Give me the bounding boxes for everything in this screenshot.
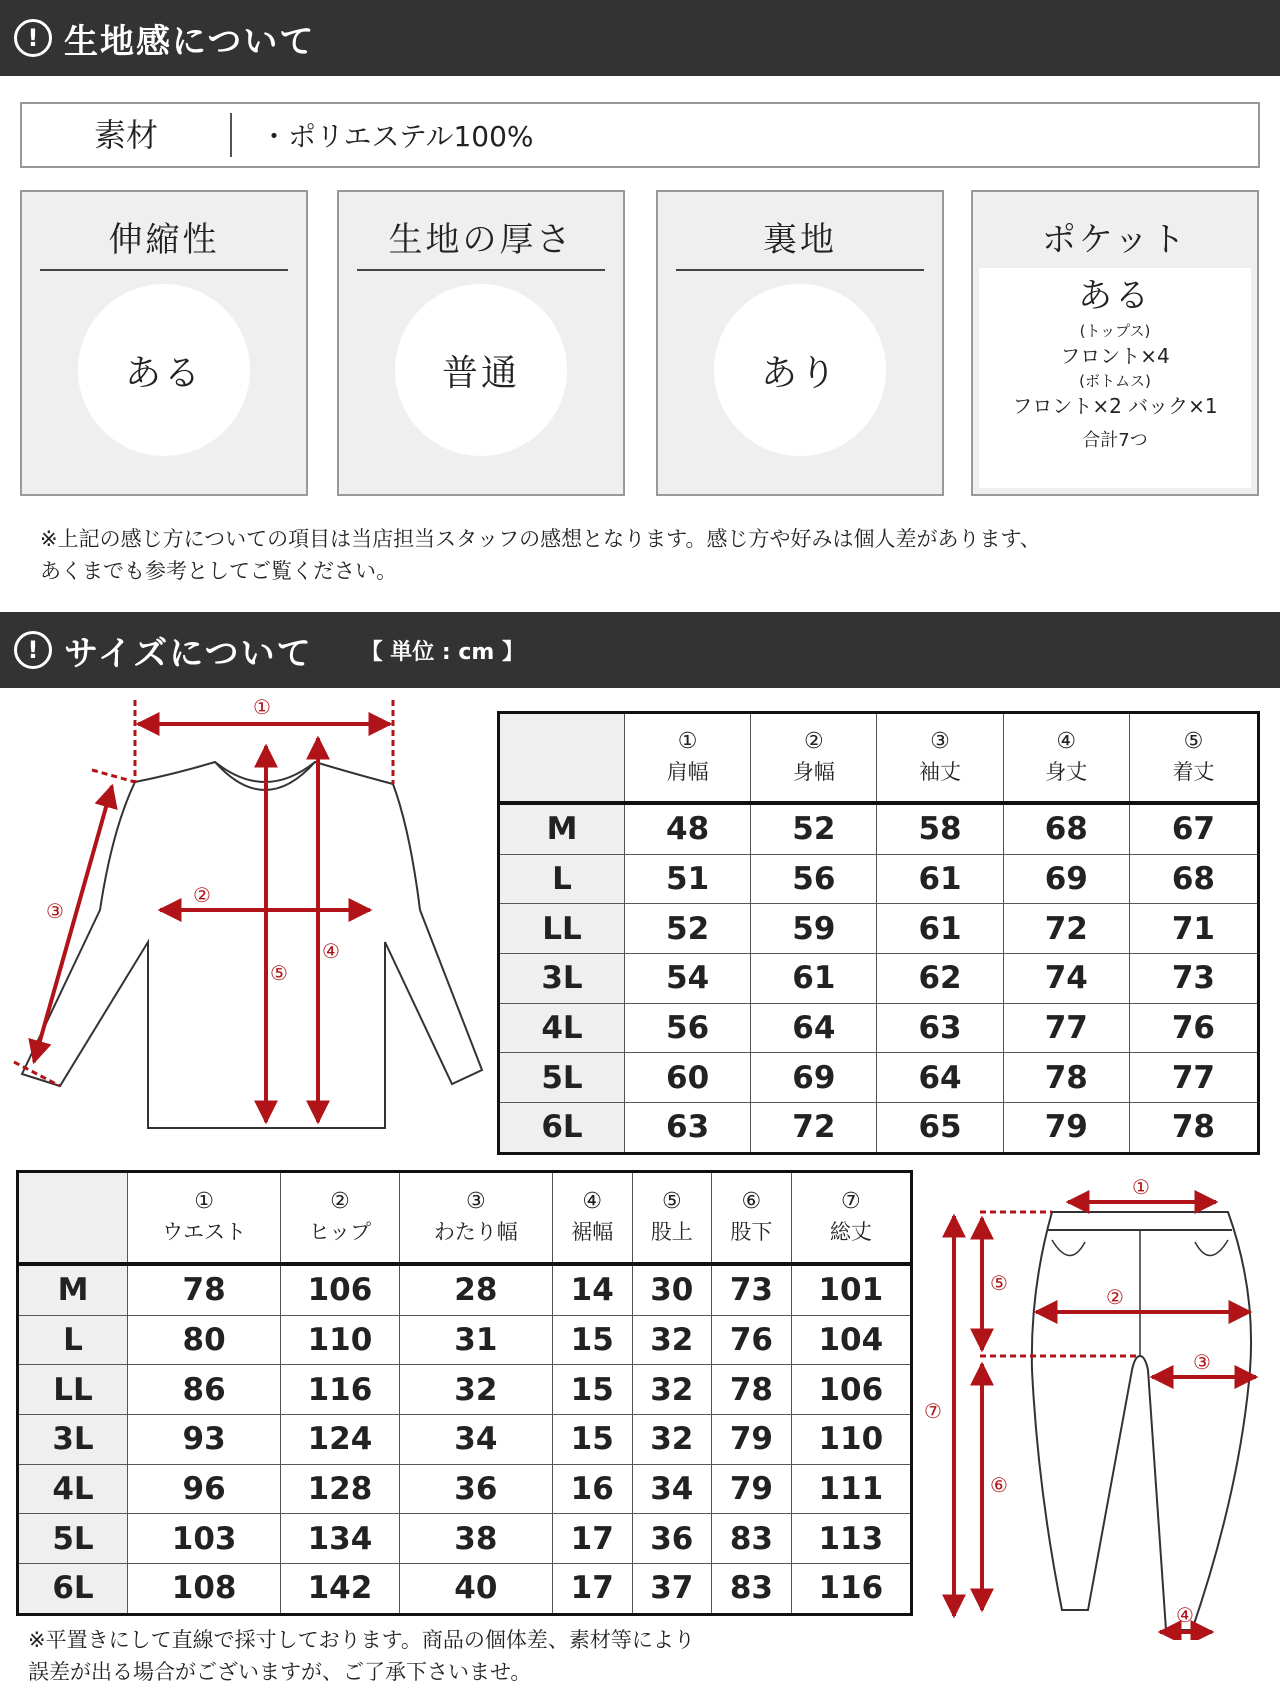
table-row (18, 1464, 912, 1514)
table-cell: 72 (1003, 904, 1129, 954)
table-header (399, 1172, 552, 1264)
table-cell: 96 (128, 1464, 281, 1514)
table-header (791, 1172, 911, 1264)
table-cell: 15 (552, 1315, 632, 1365)
table-cell: 32 (399, 1365, 552, 1415)
size-label-cell: LL (18, 1365, 128, 1415)
table-header (625, 713, 751, 803)
table-header (877, 713, 1003, 803)
size-note (28, 1624, 695, 1688)
table-header (1129, 713, 1258, 803)
exclamation-icon: ! (14, 19, 52, 57)
table-cell: 110 (281, 1315, 399, 1365)
table-cell: 64 (877, 1053, 1003, 1103)
size-label-cell: 4L (499, 1003, 625, 1053)
table-cell: 17 (552, 1563, 632, 1614)
table-cell: 15 (552, 1414, 632, 1464)
table-cell: 80 (128, 1315, 281, 1365)
fabric-note-line: あくまでも参考としてご覧ください。 (40, 559, 397, 583)
table-cell: 32 (632, 1414, 712, 1464)
table-cell: 77 (1003, 1003, 1129, 1053)
table-cell: 73 (712, 1264, 792, 1316)
header-number: ④ (582, 1189, 603, 1215)
size-label-cell: L (499, 854, 625, 904)
unit-label: 【 単位 : cm 】 (360, 639, 525, 665)
pocket-value: ある (1078, 276, 1152, 316)
table-cell: 32 (632, 1365, 712, 1415)
table-cell: 106 (281, 1264, 399, 1316)
bottoms-label-6: ⑥ (990, 1473, 1008, 1497)
table-cell: 142 (281, 1563, 399, 1614)
table-cell: 56 (751, 854, 877, 904)
table-cell: 72 (751, 1102, 877, 1153)
table-cell: 69 (751, 1053, 877, 1103)
pocket-bottoms-detail: フロント×2 バック×1 (1012, 394, 1218, 418)
size-note-line: 誤差が出る場合がございますが、ご了承下さいませ。 (28, 1660, 532, 1684)
table-header (1003, 713, 1129, 803)
feature-title: 生地の厚さ (357, 212, 605, 271)
size-label-cell: M (18, 1264, 128, 1316)
table-cell: 74 (1003, 953, 1129, 1003)
table-cell: 34 (632, 1464, 712, 1514)
table-cell: 67 (1129, 803, 1258, 855)
table-cell: 116 (791, 1563, 911, 1614)
bottoms-size-table (16, 1170, 913, 1616)
size-label-cell: 6L (18, 1563, 128, 1614)
table-cell: 60 (625, 1053, 751, 1103)
feature-stretch (20, 190, 308, 496)
table-cell: 71 (1129, 904, 1258, 954)
table-cell: 59 (751, 904, 877, 954)
table-cell: 14 (552, 1264, 632, 1316)
fabric-section-header (0, 0, 1280, 76)
table-row (18, 1264, 912, 1316)
material-value: ・ポリエステル100% (260, 120, 534, 153)
header-number: ② (803, 729, 824, 755)
table-row (18, 1414, 912, 1464)
size-label-cell: 3L (499, 953, 625, 1003)
table-row (499, 803, 1259, 855)
size-label-cell: L (18, 1315, 128, 1365)
table-corner (18, 1172, 128, 1264)
table-cell: 79 (712, 1464, 792, 1514)
fabric-note-line: ※上記の感じ方についての項目は当店担当スタッフの感想となります。感じ方や好みは個人差があります、 (40, 527, 1041, 551)
header-label: 袖丈 (919, 760, 962, 785)
table-cell: 77 (1129, 1053, 1258, 1103)
shirt-outline (22, 762, 482, 1128)
size-note-line: ※平置きにして直線で採寸しております。商品の個体差、素材等により (28, 1628, 695, 1652)
header-label: 裾幅 (571, 1220, 614, 1245)
table-cell: 104 (791, 1315, 911, 1365)
material-row (20, 102, 1260, 168)
feature-pocket (971, 190, 1259, 496)
table-cell: 76 (1129, 1003, 1258, 1053)
header-number: ③ (930, 729, 950, 755)
table-cell: 79 (712, 1414, 792, 1464)
bottoms-label-5: ⑤ (990, 1271, 1008, 1295)
table-cell: 48 (625, 803, 751, 855)
table-cell: 61 (877, 904, 1003, 954)
table-cell: 62 (877, 953, 1003, 1003)
tops-label-5: ⑤ (270, 961, 288, 985)
table-cell: 63 (625, 1102, 751, 1153)
table-cell: 17 (552, 1514, 632, 1564)
table-cell: 31 (399, 1315, 552, 1365)
tops-label-3: ③ (46, 899, 64, 923)
table-row (499, 953, 1259, 1003)
pocket-bottoms-label: (ボトムス) (1079, 372, 1151, 390)
header-number: ④ (1056, 729, 1077, 755)
table-cell: 103 (128, 1514, 281, 1564)
table-cell: 106 (791, 1365, 911, 1415)
header-label: ヒップ (308, 1220, 372, 1245)
table-row (18, 1315, 912, 1365)
table-cell: 16 (552, 1464, 632, 1514)
table-cell: 93 (128, 1414, 281, 1464)
header-number: ② (330, 1189, 350, 1215)
bottoms-label-2: ② (1106, 1285, 1124, 1309)
table-header (281, 1172, 399, 1264)
table-cell: 56 (625, 1003, 751, 1053)
table-header (712, 1172, 792, 1264)
feature-title: 伸縮性 (40, 212, 288, 271)
bottoms-diagram (920, 1170, 1270, 1640)
pants-outline (1032, 1212, 1251, 1630)
header-label: 股上 (650, 1220, 693, 1245)
table-cell: 110 (791, 1414, 911, 1464)
header-number: ① (677, 729, 698, 755)
table-cell: 65 (877, 1102, 1003, 1153)
table-cell: 28 (399, 1264, 552, 1316)
table-header (632, 1172, 712, 1264)
bottoms-label-3: ③ (1193, 1350, 1211, 1374)
table-row (499, 904, 1259, 954)
size-label-cell: M (499, 803, 625, 855)
feature-value: ある (78, 284, 250, 456)
table-cell: 78 (1003, 1053, 1129, 1103)
table-cell: 128 (281, 1464, 399, 1514)
table-cell: 34 (399, 1414, 552, 1464)
table-header (751, 713, 877, 803)
table-cell: 38 (399, 1514, 552, 1564)
table-cell: 78 (128, 1264, 281, 1316)
table-row (18, 1563, 912, 1614)
table-header-row (18, 1172, 912, 1264)
table-header (128, 1172, 281, 1264)
table-cell: 30 (632, 1264, 712, 1316)
table-cell: 32 (632, 1315, 712, 1365)
tops-label-2: ② (193, 883, 211, 907)
header-number: ⑤ (661, 1189, 682, 1215)
table-row (499, 1053, 1259, 1103)
feature-value: あり (714, 284, 886, 456)
header-label: 着丈 (1172, 760, 1215, 785)
table-cell: 15 (552, 1365, 632, 1415)
table-cell: 58 (877, 803, 1003, 855)
table-header (552, 1172, 632, 1264)
table-cell: 124 (281, 1414, 399, 1464)
header-label: 身幅 (792, 760, 835, 785)
bottoms-label-7: ⑦ (924, 1399, 942, 1423)
table-row (18, 1514, 912, 1564)
size-label-cell: 5L (18, 1514, 128, 1564)
feature-title: ポケット (991, 212, 1239, 271)
feature-title: 裏地 (676, 212, 924, 271)
tops-diagram (0, 690, 490, 1140)
fabric-section-title: 生地感について (64, 21, 316, 62)
table-cell: 86 (128, 1365, 281, 1415)
table-cell: 108 (128, 1563, 281, 1614)
header-label: 股下 (730, 1220, 773, 1245)
table-cell: 61 (877, 854, 1003, 904)
tops-size-table (497, 711, 1260, 1155)
material-label: 素材 (22, 113, 232, 157)
size-label-cell: 4L (18, 1464, 128, 1514)
table-cell: 61 (751, 953, 877, 1003)
header-number: ⑤ (1183, 729, 1204, 755)
header-number: ⑥ (741, 1189, 762, 1215)
table-cell: 68 (1003, 803, 1129, 855)
table-cell: 83 (712, 1563, 792, 1614)
table-cell: 83 (712, 1514, 792, 1564)
header-number: ⑦ (840, 1189, 861, 1215)
table-cell: 73 (1129, 953, 1258, 1003)
table-cell: 111 (791, 1464, 911, 1514)
table-row (18, 1365, 912, 1415)
header-label: 身丈 (1045, 760, 1088, 785)
feature-thickness (337, 190, 625, 496)
size-label-cell: 3L (18, 1414, 128, 1464)
size-label-cell: 5L (499, 1053, 625, 1103)
table-cell: 52 (625, 904, 751, 954)
tops-label-4: ④ (322, 939, 340, 963)
table-cell: 76 (712, 1315, 792, 1365)
feature-lining (656, 190, 944, 496)
pocket-tops-detail: フロント×4 (1060, 344, 1170, 368)
table-row (499, 1102, 1259, 1153)
table-header-row (499, 713, 1259, 803)
table-cell: 78 (712, 1365, 792, 1415)
table-cell: 78 (1129, 1102, 1258, 1153)
feature-value: 普通 (395, 284, 567, 456)
table-cell: 68 (1129, 854, 1258, 904)
fabric-note (40, 523, 1041, 587)
table-cell: 79 (1003, 1102, 1129, 1153)
table-cell: 52 (751, 803, 877, 855)
table-row (499, 1003, 1259, 1053)
bottoms-label-4: ④ (1176, 1603, 1194, 1627)
size-label-cell: 6L (499, 1102, 625, 1153)
table-cell: 36 (399, 1464, 552, 1514)
table-cell: 51 (625, 854, 751, 904)
table-cell: 40 (399, 1563, 552, 1614)
size-section-header (0, 612, 1280, 688)
bottoms-label-1: ① (1132, 1175, 1150, 1199)
table-cell: 134 (281, 1514, 399, 1564)
tops-label-1: ① (253, 695, 271, 719)
table-corner (499, 713, 625, 803)
header-label: ウエスト (162, 1220, 247, 1245)
table-cell: 116 (281, 1365, 399, 1415)
table-cell: 63 (877, 1003, 1003, 1053)
size-section-title: サイズについて (64, 633, 313, 674)
table-cell: 54 (625, 953, 751, 1003)
table-row (499, 854, 1259, 904)
header-number: ③ (465, 1189, 486, 1215)
exclamation-icon: ! (14, 631, 52, 669)
table-cell: 101 (791, 1264, 911, 1316)
header-label: 肩幅 (666, 760, 709, 785)
table-cell: 36 (632, 1514, 712, 1564)
table-cell: 64 (751, 1003, 877, 1053)
header-label: 総丈 (829, 1220, 872, 1245)
table-cell: 113 (791, 1514, 911, 1564)
pocket-detail (979, 268, 1251, 488)
header-label: わたり幅 (433, 1220, 518, 1245)
header-number: ① (194, 1189, 214, 1215)
table-cell: 69 (1003, 854, 1129, 904)
pocket-tops-label: (トップス) (1079, 322, 1151, 340)
table-cell: 37 (632, 1563, 712, 1614)
size-label-cell: LL (499, 904, 625, 954)
pocket-total: 合計7つ (1082, 430, 1148, 451)
